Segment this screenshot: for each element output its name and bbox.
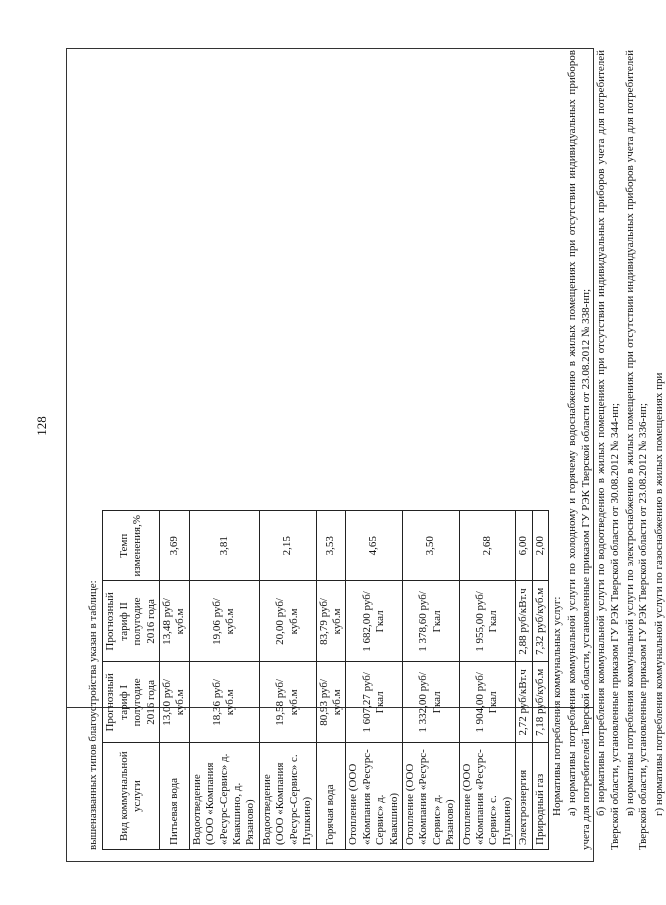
page-number: 128 bbox=[34, 416, 49, 436]
cell-tariff-2: 1 955,00 руб/Гкал bbox=[459, 581, 516, 662]
cell-tariff-1: 19,58 руб/куб.м bbox=[259, 662, 316, 743]
cell-rate: 3,69 bbox=[160, 511, 190, 581]
cell-tariff-1: 1 607,27 руб/Гкал bbox=[346, 662, 403, 743]
cell-service: Электроэнергия bbox=[516, 743, 532, 850]
table-row bbox=[459, 511, 516, 850]
rotated-content bbox=[87, 50, 665, 850]
cell-rate: 6,00 bbox=[516, 511, 532, 581]
table-row bbox=[532, 511, 548, 850]
table-intro: вышеназванных типов благоустройства указан в таблице: bbox=[87, 580, 99, 850]
norm-paragraph-d: г) нормативы потребления коммунальной услуги по газоснабжению в жилых помещениях при bbox=[652, 372, 665, 816]
cell-tariff-2: 19,06 руб/куб.м bbox=[189, 581, 259, 662]
cell-service: Отопление (ООО «Компания «Ресурс-Сервис» с. Пушкино) bbox=[459, 743, 516, 850]
cell-service: Водоотведение (ООО «Компания «Ресурс-Сервис» д. Квакшино, д. Рязаново) bbox=[189, 743, 259, 850]
norm-paragraph-b: б) нормативы потребления коммунальной услуги по водоотведению в жилых помещениях при отсутствии индивидуальных приборов учета для потребителей Тверской области, установленные приказом ГУ РЭК Тверской области от 30.08.2012 № 344-нп; bbox=[595, 50, 621, 850]
cell-service: Природный газ bbox=[532, 743, 548, 850]
cell-tariff-1: 18,36 руб/куб.м bbox=[189, 662, 259, 743]
cell-rate: 2,68 bbox=[459, 511, 516, 581]
cell-tariff-2: 1 378,60 руб/Гкал bbox=[402, 581, 459, 662]
table-header-row bbox=[103, 511, 160, 850]
cell-tariff-2: 7,32 руб/куб.м bbox=[532, 581, 548, 662]
cell-rate: 3,50 bbox=[402, 511, 459, 581]
cell-rate: 2,15 bbox=[259, 511, 316, 581]
cell-rate: 3,81 bbox=[189, 511, 259, 581]
cell-tariff-2: 20,00 руб/куб.м bbox=[259, 581, 316, 662]
table-row bbox=[189, 511, 259, 850]
table-row bbox=[160, 511, 190, 850]
header-rate: Темп изменения,% bbox=[103, 511, 160, 581]
cell-service: Водоотведение (ООО «Компания «Ресурс-Сервис» с. Пушкино) bbox=[259, 743, 316, 850]
table-row bbox=[516, 511, 532, 850]
cell-tariff-1: 1 904,00 руб/Гкал bbox=[459, 662, 516, 743]
table-row bbox=[259, 511, 316, 850]
table-row bbox=[402, 511, 459, 850]
cell-tariff-2: 13,48 руб/куб.м bbox=[160, 581, 190, 662]
cell-rate: 2,00 bbox=[532, 511, 548, 581]
table-row bbox=[346, 511, 403, 850]
norm-paragraph-a: а) нормативы потребления коммунальной услуги по холодному и горячему водоснабжению в жилых помещениях при отсутствии индивидуальных приборов учета для потребителей Тверской области, установленные приказом ГУ РЭК Тверской области от 23.08.2012 № 338-нп; bbox=[566, 50, 592, 850]
cell-tariff-1: 13,00 руб/куб.м bbox=[160, 662, 190, 743]
table-row bbox=[316, 511, 346, 850]
cell-tariff-1: 80,93 руб/куб.м bbox=[316, 662, 346, 743]
cell-rate: 3,53 bbox=[316, 511, 346, 581]
cell-rate: 4,65 bbox=[346, 511, 403, 581]
header-service: Вид коммунальной услуги bbox=[103, 743, 160, 850]
cell-service: Отопление (ООО «Компания «Ресурс-Сервис» д. Квакшино) bbox=[346, 743, 403, 850]
norms-heading: Нормативы потребления коммунальных услуг: bbox=[551, 596, 563, 816]
header-tariff-1: Прогнозный тариф I полугодие 2016 года bbox=[103, 662, 160, 743]
header-tariff-2: Прогнозный тариф II полугодие 2016 года bbox=[103, 581, 160, 662]
cell-service: Отопление (ООО «Компания «Ресурс-Сервис» д. Рязаново) bbox=[402, 743, 459, 850]
tariff-table bbox=[102, 510, 549, 850]
cell-tariff-1: 1 332,00 руб/Гкал bbox=[402, 662, 459, 743]
cell-service: Питьевая вода bbox=[160, 743, 190, 850]
cell-tariff-2: 1 682,00 руб/Гкал bbox=[346, 581, 403, 662]
cell-service: Горячая вода bbox=[316, 743, 346, 850]
norm-paragraph-c: в) нормативы потребления коммунальной услуги по электроснабжению в жилых помещениях при отсутствии индивидуальных приборов учета для потребителей Тверской области, установленные приказом ГУ РЭК Тверской области от 23.08.2012 № 336-нп; bbox=[624, 50, 650, 850]
cell-tariff-1: 7,18 руб/куб.м bbox=[532, 662, 548, 743]
cell-tariff-1: 2,72 руб/кВт.ч bbox=[516, 662, 532, 743]
cell-tariff-2: 83,79 руб/куб.м bbox=[316, 581, 346, 662]
cell-tariff-2: 2,88 руб/кВт.ч bbox=[516, 581, 532, 662]
